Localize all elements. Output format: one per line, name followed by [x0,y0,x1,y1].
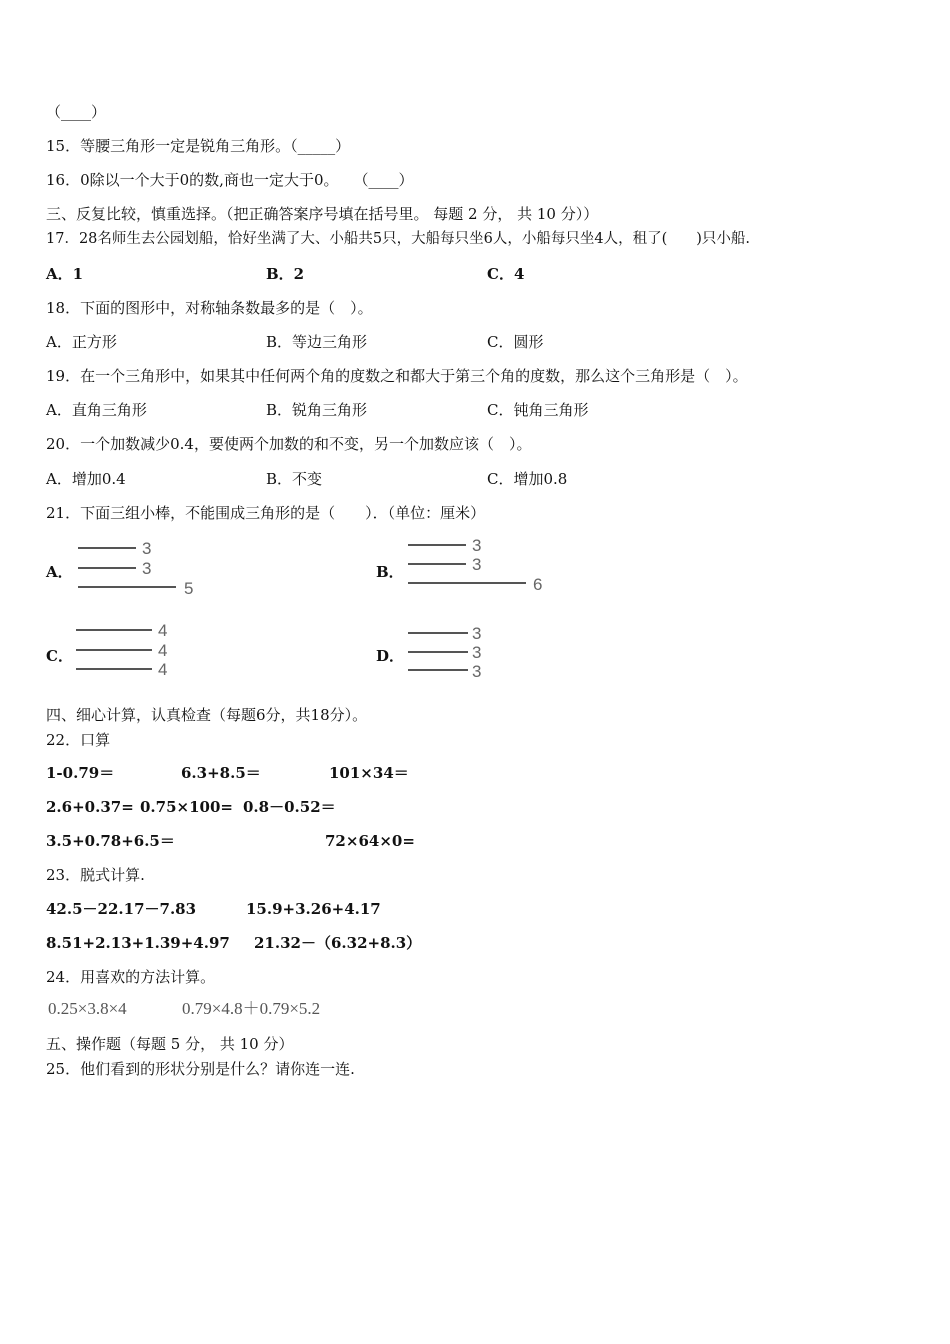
stick-length-label: 5 [184,579,194,598]
q21-option-c-label: C． [46,647,73,665]
q17-option-b: B．2 [266,265,305,283]
q17-option-a: A．1 [46,265,84,283]
q20-option-c: C．增加0.8 [487,470,568,488]
q23-item: 8.51+2.13+1.39+4.97 [46,934,230,952]
q21-option-a-label: A． [46,563,73,581]
q22-item: 101×34＝ [329,764,409,782]
section-4-heading: 四、细心计算，认真检查（每题6分，共18分）。 [46,706,368,724]
q21-option-b-sticks [404,534,554,596]
stick-length-label: 6 [533,575,543,594]
question-16: 16．0除以一个大于0的数,商也一定大于0。 （____） [46,171,414,189]
q22-item: 2.6+0.37= [46,798,134,816]
stick-length-label: 4 [158,660,168,679]
q21-option-a-sticks [74,538,204,600]
question-20: 20．一个加数减少0.4，要使两个加数的和不变，另一个加数应该（ ）。 [46,435,532,453]
stick-length-label: 3 [472,536,482,555]
q22-item: 0.75×100= [140,798,233,816]
question-19: 19．在一个三角形中，如果其中任何两个角的度数之和都大于第三个角的度数，那么这个三角形是（ ）。 [46,367,748,385]
question-22: 22．口算 [46,731,111,749]
q14-answer-blank: （____） [46,103,107,121]
question-24: 24．用喜欢的方法计算。 [46,968,216,986]
q24-item: 0.25×3.8×4 [48,999,127,1018]
q21-option-b-label: B． [376,563,404,581]
question-15: 15．等腰三角形一定是锐角三角形。（_____） [46,137,351,155]
q21-option-d-sticks [404,622,524,684]
q24-item: 0.79×4.8＋0.79×5.2 [182,999,321,1018]
section-3-heading: 三、反复比较，慎重选择。（把正确答案序号填在括号里。 每题 2 分， 共 10 分）） [46,205,599,223]
q18-option-a: A．正方形 [46,333,117,351]
q19-option-c: C．钝角三角形 [487,401,589,419]
q21-option-d-label: D． [376,647,405,665]
section-5-heading: 五、操作题（每题 5 分， 共 10 分） [46,1035,294,1053]
q19-option-b: B．锐角三角形 [266,401,368,419]
q18-option-b: B．等边三角形 [266,333,368,351]
stick-length-label: 3 [142,539,152,558]
question-18: 18．下面的图形中，对称轴条数最多的是（ ）。 [46,299,373,317]
q22-item: 0.8－0.52＝ [243,798,336,816]
question-17: 17．28名师生去公园划船，恰好坐满了大、小船共5只，大船每只坐6人，小船每只坐4人，租了( )只小船. [46,231,750,247]
q20-option-b: B．不变 [266,470,323,488]
stick-length-label: 3 [142,559,152,578]
stick-length-label: 3 [472,662,482,681]
q19-option-a: A．直角三角形 [46,401,147,419]
question-25: 25．他们看到的形状分别是什么？请你连一连. [46,1060,355,1078]
q23-item: 15.9+3.26+4.17 [246,900,381,918]
q23-item: 42.5－22.17－7.83 [46,900,197,918]
q22-item: 6.3+8.5＝ [181,764,261,782]
q21-option-c-sticks [72,620,192,682]
q20-option-a: A．增加0.4 [46,470,126,488]
question-21: 21．下面三组小棒，不能围成三角形的是（ ）．（单位：厘米） [46,504,486,522]
stick-length-label: 3 [472,624,482,643]
stick-length-label: 3 [472,643,482,662]
question-23: 23．脱式计算. [46,866,145,884]
stick-length-label: 4 [158,621,168,640]
q18-option-c: C．圆形 [487,333,544,351]
q22-item: 3.5+0.78+6.5＝ [46,832,175,850]
stick-length-label: 3 [472,555,482,574]
q22-item: 1-0.79＝ [46,764,115,782]
q17-option-c: C．4 [487,265,525,283]
q22-item: 72×64×0= [325,832,415,850]
stick-length-label: 4 [158,641,168,660]
q23-item: 21.32－（6.32+8.3） [254,934,422,952]
